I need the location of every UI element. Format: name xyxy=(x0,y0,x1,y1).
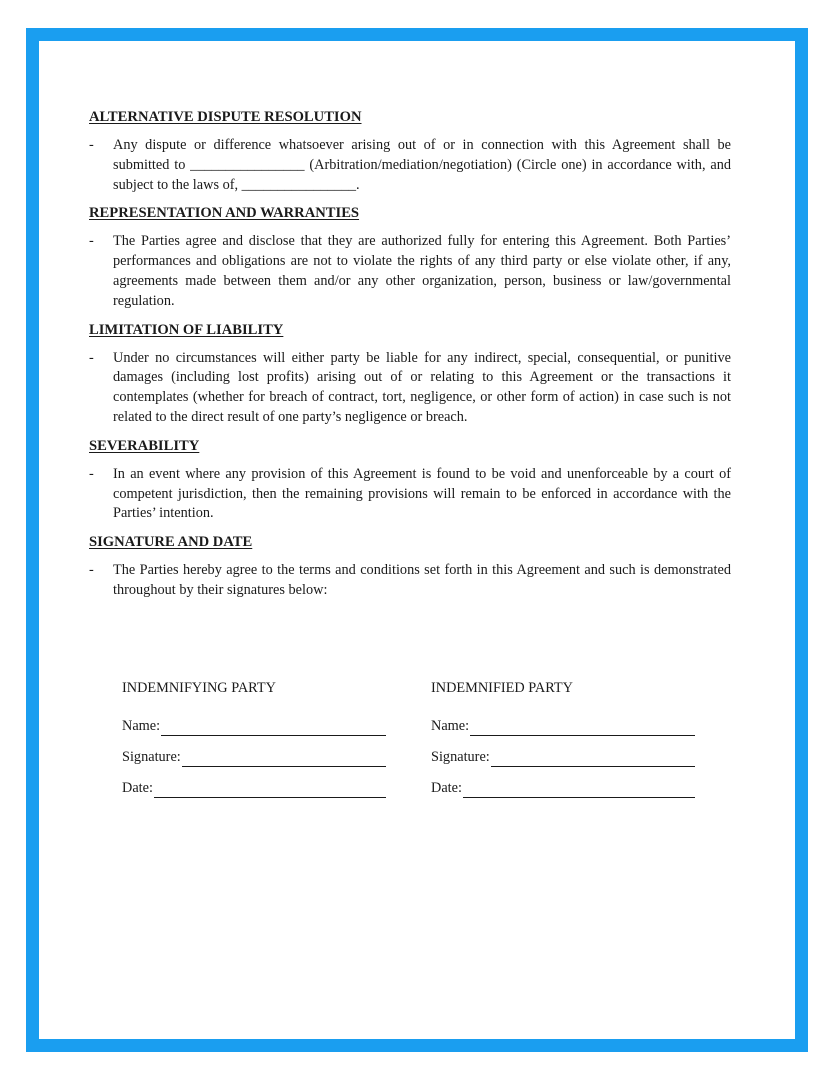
signature-row xyxy=(431,747,695,767)
section-signature-and-date xyxy=(89,533,731,601)
bullet-item xyxy=(89,349,731,428)
name-blank-line[interactable] xyxy=(470,719,695,736)
bullet-item xyxy=(89,561,731,601)
name-blank-line[interactable] xyxy=(161,719,386,736)
date-label: Date: xyxy=(122,780,153,796)
name-label: Name: xyxy=(431,718,470,734)
date-row xyxy=(122,778,386,798)
signature-row xyxy=(122,747,386,767)
bullet-marker: - xyxy=(89,349,94,366)
party-title: INDEMNIFYING PARTY xyxy=(122,680,276,696)
date-blank-line[interactable] xyxy=(463,781,695,798)
signature-blank-line[interactable] xyxy=(182,750,386,767)
signature-label: Signature: xyxy=(431,749,490,765)
indemnifying-party-signature-block xyxy=(122,678,386,809)
signature-blank-line[interactable] xyxy=(491,750,695,767)
section-alternative-dispute-resolution xyxy=(89,108,731,195)
section-severability xyxy=(89,437,731,524)
section-heading: LIMITATION OF LIABILITY xyxy=(89,321,284,338)
date-blank-line[interactable] xyxy=(154,781,386,798)
bullet-text: The Parties agree and disclose that they are authorized fully for entering this Agreement. Both Parties’ performances and obligations are not to violate the rights of any third party or else violate other, if any, agreements made between them and/or any other organization, person, business or law/governmental regulation. xyxy=(113,233,731,309)
signature-label: Signature: xyxy=(122,749,181,765)
indemnified-party-signature-block xyxy=(431,678,695,809)
bullet-item xyxy=(89,465,731,524)
section-heading: SEVERABILITY xyxy=(89,437,200,454)
name-row xyxy=(122,716,386,736)
party-title: INDEMNIFIED PARTY xyxy=(431,680,573,696)
bullet-text: The Parties hereby agree to the terms and conditions set forth in this Agreement and such is demonstrated throughout by their signatures below: xyxy=(113,562,731,598)
bullet-marker: - xyxy=(89,562,94,579)
name-label: Name: xyxy=(122,718,161,734)
section-heading: ALTERNATIVE DISPUTE RESOLUTION xyxy=(89,109,362,125)
bullet-marker: - xyxy=(89,233,94,250)
bullet-marker: - xyxy=(89,465,94,482)
section-heading: SIGNATURE AND DATE xyxy=(89,534,253,551)
bullet-text: Under no circumstances will either party be liable for any indirect, special, consequential, or punitive damages (including lost profits) arising out of or relating to this Agreement or the transactions it contemplates (whether for breach of contract, tort, negligence, or other form of action) in case such is not related to the direct result of one party’s negligence or breach. xyxy=(113,349,731,425)
bullet-item xyxy=(89,232,731,311)
bullet-text: In an event where any provision of this Agreement is found to be void and unenforceable by a court of competent jurisdiction, then the remaining provisions will remain to be enforced in accordance with the Parties’ intention. xyxy=(113,465,731,522)
section-representation-and-warranties xyxy=(89,204,731,311)
name-row xyxy=(431,716,695,736)
bullet-marker: - xyxy=(89,137,94,153)
section-heading: REPRESENTATION AND WARRANTIES xyxy=(89,205,360,222)
date-row xyxy=(431,778,695,798)
section-limitation-of-liability xyxy=(89,321,731,428)
bullet-item xyxy=(89,136,731,195)
bullet-text: Any dispute or difference whatsoever arising out of or in connection with this Agreement shall be submitted to ________________ (Arbitration/mediation/negotiation) (Circle one) in accordance with, and subject to the laws of, ________________. xyxy=(113,137,731,193)
date-label: Date: xyxy=(431,780,462,796)
document-body xyxy=(89,108,731,610)
